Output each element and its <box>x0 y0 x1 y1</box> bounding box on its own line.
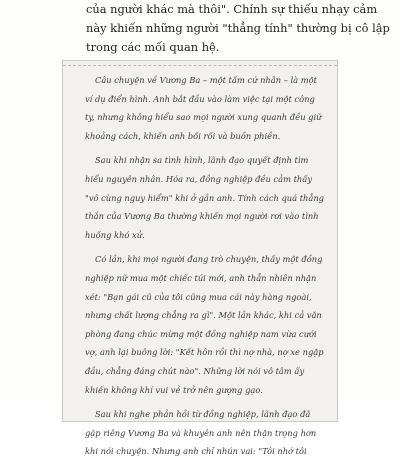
story-line: khoảng cách, khiến anh bối rối và buồn phiền. <box>85 130 281 141</box>
story-text <box>85 71 324 467</box>
story-paragraph-1 <box>85 71 322 145</box>
story-paragraph-3 <box>85 250 324 399</box>
intro-line: của người khác mà thôi". Chính sự thiếu nhạy cảm <box>86 2 378 16</box>
story-line: Sau khi nhận sa tình hình, lãnh đạo quyết định tìm <box>95 155 309 166</box>
story-line: huống khó xử. <box>85 229 145 240</box>
story-box <box>62 60 338 457</box>
story-line: khi nói chuyện. Nhưng anh chỉ nhún vai: "Tôi nhớ tôi <box>85 446 307 457</box>
story-line: vợ, anh lại buông lời: "Kết hôn rồi thì nợ nhà, nợ xe ngập <box>85 347 324 358</box>
intro-line: trong các mối quan hệ. <box>86 40 220 54</box>
story-line: thắn của Vương Ba thường khiến mọi người rơi vào tình <box>85 211 319 222</box>
intro-line: này khiến những người "thẳng tính" thường bị cô lập <box>86 21 390 35</box>
story-paragraph-4 <box>85 405 317 461</box>
story-line: phòng đang chúc mừng một đồng nghiệp nam vừa cưới <box>85 328 317 339</box>
story-line: xét: "Bạn gái cũ của tôi cũng mua cái này hàng ngoài, <box>85 291 312 302</box>
story-paragraph-2 <box>85 151 324 244</box>
story-line: ty, nhưng không hiểu sao mọi người xung quanh đều giữ <box>85 112 322 123</box>
story-line: Sau khi nghe phản hồi từ đồng nghiệp, lãnh đạo đã <box>95 409 311 420</box>
story-line: gặp riêng Vương Ba và khuyên anh nên thận trọng hơn <box>85 427 317 438</box>
story-line: hiểu nguyên nhân. Hóa ra, đồng nghiệp đều cảm thấy <box>85 173 313 184</box>
story-line: đầu, chẳng đáng chút nào". Những lời nói vô tâm ấy <box>85 365 305 376</box>
story-line: "vô cùng nguy hiểm" khi ở gần anh. Tính cách quá thẳng <box>85 192 324 203</box>
story-line: khiến không khí vui vẻ trở nên gượng gạo. <box>85 384 263 395</box>
intro-text <box>86 0 390 57</box>
story-line: nghiệp nữ mua một chiếc túi mới, anh thẳn nhiên nhận <box>85 272 317 283</box>
story-line: ví dụ điển hình. Anh bắt đầu vào làm việc tại một công <box>85 93 315 104</box>
story-line: nhưng chất lượng chẳng ra gì". Một lần khác, khi cả văn <box>85 310 322 321</box>
story-line: Câu chuyện về Vương Ba – một tấm cứ nhân – là một <box>95 75 317 85</box>
dashed-rule-top <box>63 65 337 66</box>
story-line: Có lần, khi mọi người đang trò chuyện, thấy một đồng <box>95 254 323 265</box>
